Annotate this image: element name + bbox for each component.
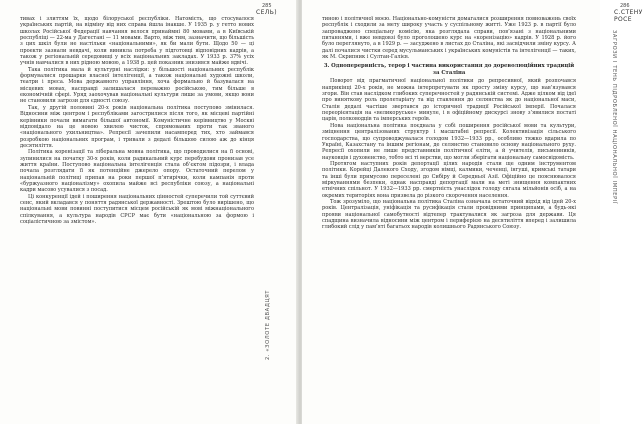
paragraph: Тож зрозуміло, що національна політика Сталіна означала остаточний відхід від ідей 20-х років. Централізація, уніфікація та русифікація стали провідними принципами, а будь-які прояви національної самобутності відтепер трактувалися як загроза для держави. Ця спадщина визначила відносини між центром і периферією на десятиліття вперед і залишила глибокий слід у пам’яті багатьох народів колишнього Радянського Союзу. — [322, 198, 576, 231]
paragraph: тиною і політичної моєю. Національно-комуністи домагалися розширення повноважень своїх республік і сходили за мету широку участь у суспільному житті. Уже 1923 р. в партії було запроваджено спеціальну комісію, яка розглядала справи, пов’язані з національними питаннями, і вже невдовзі було проголошено курс на «коренізацію» кадрів. У 1928 р. його було переглянуто, а в 1929 р. — засуджено в листах до Сталіна, які засвідчили зміну курсу. А далі почалися чистки серед мусульманських і українських комуністів та інтелігенції — таких, як М. Скрипник і Султан-Галієв. — [322, 16, 576, 61]
left-text-column — [20, 16, 254, 225]
paragraph: Поворот від прагматичної національної політики до репресивної, який розпочався наприкінці 20-х років, не можна інтерпретувати як просту зміну курсу, що нав’язувався згори. Він став наслідком глибоких суперечностей у радянській системі. Адже цілком від ідеї про виняткову роль пролетаріату та від ставлення до селянства як до національної маси, Сталін дедалі частіше звертався до історичної традиції Російської імперії. Почалася переорієнтація на «великоруське» минуле, і в офіційному дискурсі знову з’явилися постаті царів, полководців та імперських героїв. — [322, 78, 576, 123]
section-heading: 3. Одноперервність, терор і частина використання до дореволюційних традицій за Сталіна — [323, 63, 575, 76]
paragraph: Ці конкуренції ідей і поширення національних цінностей суперечили той суттєвий сенс, який вкладався у поняття радянської державності. Зрештою було вирішено, що національні мови повинні поступитися місцем російській як мові міжнаціонального спілкування, а культура народів СРСР має бути «національною за формою і соціалістичною за змістом». — [20, 193, 254, 225]
paragraph: тивах і злиттям їх, щодо білоруської республіки. Натомість, що стосувалося українських партій, на відміну від них справа йшла інакше. У 1935 р. у гетто нових школах Російської Федерації навчання велося принаймні 80 мовами, а в Київській республіці — 22-ма у Дагестані — 11 мовами. Варто, між тим, зазначити, що більшість з цих шкіл були не настільки «національними», як би мали бути. Щодо 50 — ці проекти зазнали невдачі, коли виникла потреба у підготовці відповідних кадрів, а також у регіональній середовищі у всіх національних закладах. У 1933 р. 37% усіх учнів навчалися в них рідною мовою, а 1938 р. цей показник знизився майже вдвічі. — [20, 16, 254, 67]
right-side-strip: ЗАГРОЗИ І ТЕНЬ ПІДРОБЛЕНОЇ НАЦІОНАЛЬНОЇ ІМПЕРІЇ — [611, 30, 617, 205]
left-side-strip: 2. «ЗОЛОТЕ ДВАДЦЯТ — [265, 289, 271, 360]
right-text-column — [322, 16, 576, 231]
left-page-number: 285 — [262, 3, 272, 9]
paragraph: Така політика мала й культурні наслідки: у більшості національних республік формувалися прошарки власної інтелігенції, а також національні художні школи, театри і преса. Мова державного управління, хоча формально й базувалася на місцевих мовах, насправді залишалася переважно російською, тим більше в економічній сфері. Уряд заохочував національні культури лише за умови, якщо вони не становили загрози для єдності союзу. — [20, 66, 254, 105]
right-page-number: 286 — [620, 3, 630, 9]
left-page — [0, 0, 298, 424]
paragraph: Протягом наступних років депортації цілих народів стали ще одним інструментом політики. Корейці Далекого Сходу, згодом німці, калмики, чеченці, інгуші, кримські татари та інші були примусово переселені до Сибіру й Середньої Азії. Офіційно це пояснювалося міркуваннями безпеки, однак насправді депортації мали на меті знищення компактних етнічних спільнот. У 1932—1933 рр. смертність унаслідок голоду сягала мільйонів осіб, а на окремих територіях вона призвела до різкого скорочення населення. — [322, 160, 576, 199]
paragraph: Нова національна політика поєднала у собі поширення російської мови та культури, зміцнення централізованих структур і масштабні репресії. Колективізація сільського господарства, що супроводжувалася голодом 1932—1933 рр., особливо тяжко вдарила по Україні, Казахстану та іншим регіонам, де селянство становило основу національного руху. Репресії охопили не лише представників політичної еліти, а й учителів, письменників, науковців і духовенство, тобто всі ті верстви, що могли зберігати національну самосвідомість. — [322, 122, 576, 161]
paragraph: Політика коренізації та ліберальна мовна політика, що проводилися на її основі, зупинилися на початку 30-х років, коли радикальний курс перебудови пронизав усе життя країни. Поступово національна інтелігенція стала об’єктом підозри, і влада почала розглядати її як потенційне джерело опору. Остаточний перелом у національній політиці припав на роки першої п’ятирічки, коли кампанія проти «буржуазного націоналізму» охопила майже всі республіки союзу, а національні кадри масово усувалися з посад. — [20, 149, 254, 194]
left-running-head: СЕЛЬ) — [256, 9, 277, 16]
paragraph: Так, у другій половині 20-х років національна політика поступово змінилася. Відносини між центром і республіками загострилися після того, як місцеві партійні керівники почали вимагати більшої автономії. Комуністичне керівництво у Москві відповідало на це новою хвилею чисток, спрямованих проти так званого «національного ухильництва». Репресії зачепили насамперед тих, хто займався розробкою національних програм, і тривали з дедалі більшою силою аж до кінця десятиліття. — [20, 104, 254, 149]
right-running-head: С.СТЕНУ РОСЕ — [614, 9, 643, 23]
